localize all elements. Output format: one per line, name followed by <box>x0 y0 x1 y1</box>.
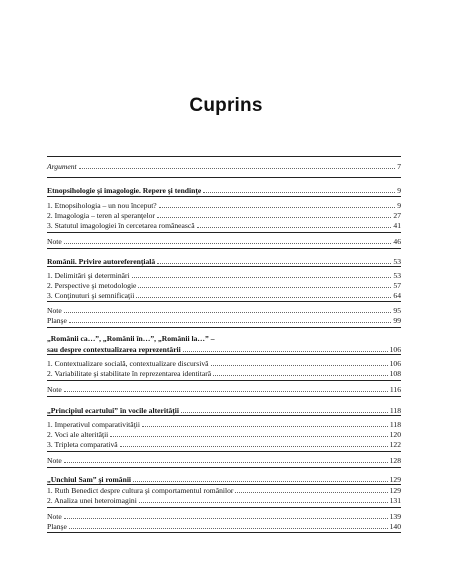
divider <box>47 415 401 416</box>
toc-entry-notes[interactable] <box>47 511 401 521</box>
page-title: Cuprins <box>189 95 263 116</box>
toc-entry-page: 120 <box>389 430 401 439</box>
divider <box>47 396 401 397</box>
toc-entry-title: Note <box>47 385 62 394</box>
divider <box>47 507 401 508</box>
toc-section-heading[interactable] <box>47 344 401 354</box>
dot-leader <box>183 344 388 352</box>
toc-entry-page: 128 <box>389 456 401 465</box>
toc-entry-notes[interactable] <box>47 236 401 246</box>
toc-entry-argument[interactable] <box>47 161 401 171</box>
toc-entry[interactable] <box>47 419 401 429</box>
toc-entry-page: 27 <box>393 211 401 220</box>
toc-entry-title: 3. Statutul imagologiei în cercetarea românească <box>47 221 195 230</box>
toc-entry-title: 1. Etnopsihologia – un nou început? <box>47 201 157 210</box>
dot-leader <box>157 256 391 264</box>
dot-leader <box>159 200 396 208</box>
toc-entry-title: 2. Imagologia – teren al speranţelor <box>47 211 155 220</box>
toc-entry-page: 57 <box>393 281 401 290</box>
toc-entry-title: 2. Voci ale alterităţii <box>47 430 109 439</box>
divider <box>47 301 401 302</box>
toc-section-heading[interactable] <box>47 185 401 195</box>
divider <box>47 177 401 178</box>
toc-entry-plates[interactable] <box>47 521 401 531</box>
toc-entry[interactable] <box>47 290 401 300</box>
dot-leader <box>79 161 396 169</box>
toc-entry-page: 95 <box>393 306 401 315</box>
toc-entry-title: 3. Conţinuturi şi semnificaţii <box>47 291 135 300</box>
divider <box>47 266 401 267</box>
divider <box>47 232 401 233</box>
toc-entry-page: 129 <box>389 486 401 495</box>
toc-entry-page: 122 <box>389 440 401 449</box>
toc-entry-page: 118 <box>389 406 401 415</box>
toc-section-title: Românii. Privire autoreferenţială <box>47 257 156 266</box>
dot-leader <box>69 521 388 529</box>
divider <box>47 380 401 381</box>
dot-leader <box>64 384 388 392</box>
toc-entry[interactable] <box>47 270 401 280</box>
toc-entry-page: 64 <box>393 291 401 300</box>
toc-section-title: sau despre contextualizarea reprezentării <box>47 345 181 354</box>
dot-leader <box>64 511 388 519</box>
toc-entry-title: 1. Ruth Benedict despre cultura şi comportamentul românilor <box>47 486 234 495</box>
toc-entry[interactable] <box>47 210 401 220</box>
toc-entry[interactable] <box>47 495 401 505</box>
dot-leader <box>203 185 395 193</box>
toc-entry-plates[interactable] <box>47 315 401 325</box>
toc-section-heading[interactable] <box>47 405 401 415</box>
divider <box>47 451 401 452</box>
toc-entry-title: 3. Tripleta comparativă <box>47 440 118 449</box>
dot-leader <box>110 429 387 437</box>
divider <box>47 156 401 157</box>
divider <box>47 248 401 249</box>
toc-entry[interactable] <box>47 439 401 449</box>
toc-entry-page: 53 <box>393 271 401 280</box>
dot-leader <box>64 305 392 313</box>
toc-entry-title: 1. Contextualizare socială, contextualizare discursivă <box>47 359 209 368</box>
toc-entry[interactable] <box>47 200 401 210</box>
toc-entry-page: 116 <box>389 385 401 394</box>
dot-leader <box>197 220 392 228</box>
dot-leader <box>64 236 392 244</box>
divider <box>47 354 401 355</box>
toc-entry-page: 53 <box>393 257 401 266</box>
toc-entry-title: 1. Delimitări şi determinări <box>47 271 130 280</box>
toc-entry-title: 1. Imperativul comparativităţii <box>47 420 140 429</box>
toc-entry-title: 2. Perspective şi metodologie <box>47 281 137 290</box>
toc-entry-title: Note <box>47 456 62 465</box>
toc-entry-page: 131 <box>389 496 401 505</box>
dot-leader <box>132 270 392 278</box>
toc-entry[interactable] <box>47 358 401 368</box>
toc-entry-page: 99 <box>393 316 401 325</box>
toc-entry-title: Argument <box>47 162 77 171</box>
toc-entry-notes[interactable] <box>47 455 401 465</box>
dot-leader <box>138 280 391 288</box>
toc-entry-page: 46 <box>393 237 401 246</box>
toc-entry[interactable] <box>47 429 401 439</box>
toc-entry-title: 2. Variabilitate şi stabilitate în reprezentarea identitară <box>47 369 212 378</box>
dot-leader <box>157 210 391 218</box>
toc-entry-title: Planşe <box>47 316 67 325</box>
divider <box>47 196 401 197</box>
toc-section-title: „Unchiul Sam” şi românii <box>47 475 132 484</box>
toc-section-title: „Principiul ecartului” în vocile alterităţii <box>47 406 180 415</box>
toc-entry-page: 41 <box>393 221 401 230</box>
toc-entry-title: Note <box>47 512 62 521</box>
dot-leader <box>142 419 388 427</box>
dot-leader <box>120 439 388 447</box>
divider <box>47 467 401 468</box>
toc-entry[interactable] <box>47 368 401 378</box>
toc-entry-notes[interactable] <box>47 305 401 315</box>
toc-entry-page: 140 <box>389 522 401 531</box>
toc-entry-page: 108 <box>389 369 401 378</box>
dot-leader <box>139 495 388 503</box>
toc-section-title-line1: „Românii ca…”, „Românii în…”, „Românii la…” – <box>47 334 215 343</box>
toc-entry-page: 118 <box>389 420 401 429</box>
toc-entry-page: 129 <box>389 475 401 484</box>
dot-leader <box>211 358 388 366</box>
toc-entry[interactable] <box>47 220 401 230</box>
toc-section-title: Etnopsihologie şi imagologie. Repere şi tendinţe <box>47 186 202 195</box>
toc-section-heading[interactable] <box>47 256 401 266</box>
divider <box>47 327 401 328</box>
dot-leader <box>136 290 391 298</box>
dot-leader <box>213 368 388 376</box>
toc-section-heading[interactable] <box>47 474 401 484</box>
dot-leader <box>235 485 387 493</box>
toc-entry-title: Note <box>47 237 62 246</box>
dot-leader <box>69 315 392 323</box>
toc-entry-page: 106 <box>389 359 401 368</box>
toc-entry-title: 2. Analiza unei heteroimagini <box>47 496 137 505</box>
toc-entry-page: 9 <box>397 201 401 210</box>
toc-entry-page: 106 <box>389 345 401 354</box>
divider <box>47 484 401 485</box>
toc-entry[interactable] <box>47 485 401 495</box>
toc-entry[interactable] <box>47 280 401 290</box>
toc-entry-page: 9 <box>397 186 401 195</box>
toc-entry-title: Planşe <box>47 522 67 531</box>
toc-entry-title: Note <box>47 306 62 315</box>
toc-entry-page: 7 <box>397 162 401 171</box>
dot-leader <box>133 474 388 482</box>
divider <box>47 532 401 533</box>
toc-entry-notes[interactable] <box>47 384 401 394</box>
toc-entry-page: 139 <box>389 512 401 521</box>
dot-leader <box>181 405 388 413</box>
dot-leader <box>64 455 388 463</box>
